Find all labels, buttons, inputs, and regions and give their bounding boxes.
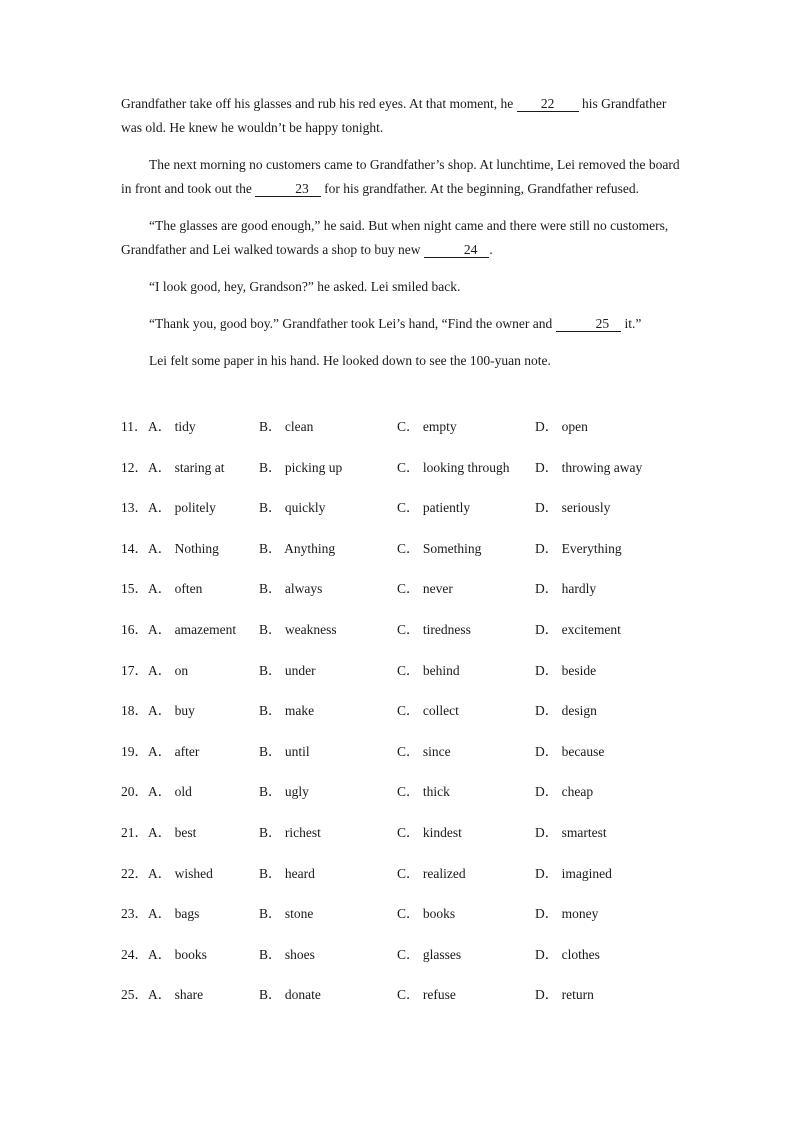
option-b: B． weakness (259, 621, 337, 637)
option-d: D． clothes (535, 946, 600, 962)
question-number: 12． (121, 459, 148, 475)
question-number: 25． (121, 987, 148, 1003)
option-c: C． behind (397, 662, 460, 678)
option-b: B． until (259, 743, 310, 759)
question-number: 24． (121, 946, 148, 962)
question-number: 17． (121, 662, 148, 678)
option-c: C． looking through (397, 459, 510, 475)
option-c: C． empty (397, 419, 457, 434)
question-number: 18． (121, 703, 148, 719)
answer-blank: 22 (517, 96, 579, 112)
question-row (121, 497, 721, 538)
option-a: A． wished (148, 865, 213, 881)
question-number: 23． (121, 906, 148, 922)
question-row (121, 578, 721, 619)
option-d: D． Everything (535, 540, 622, 556)
answer-blank: 23 (255, 181, 321, 197)
option-c: C． refuse (397, 987, 456, 1003)
question-row (121, 863, 721, 904)
question-row (121, 619, 721, 660)
option-d: D． seriously (535, 500, 611, 516)
option-d: D． excitement (535, 621, 621, 637)
question-number: 20． (121, 784, 148, 800)
option-a: A． staring at (148, 459, 225, 475)
question-row (121, 700, 721, 741)
option-a: A． tidy (148, 419, 196, 434)
option-c: C． patiently (397, 500, 471, 516)
option-b: B． picking up (259, 459, 343, 475)
option-b: B． stone (259, 906, 314, 922)
option-d: D． design (535, 703, 597, 719)
option-a: A． politely (148, 500, 216, 516)
question-row (121, 903, 721, 944)
option-a: A． often (148, 581, 203, 597)
option-c: C． never (397, 581, 453, 597)
option-c: C． kindest (397, 824, 462, 840)
question-number: 14． (121, 540, 148, 556)
question-number: 13． (121, 500, 148, 516)
option-c: C． collect (397, 703, 459, 719)
option-d: D． open (535, 419, 588, 434)
option-b: B． under (259, 662, 316, 678)
option-b: B． shoes (259, 946, 315, 962)
question-number: 15． (121, 581, 148, 597)
paragraph-text: it.” (621, 316, 642, 331)
paragraph-text: his Grandfather was old. He knew he wouldn’t be happy tonight. (121, 96, 667, 135)
paragraph-2 (121, 153, 681, 201)
option-a: A． share (148, 987, 204, 1003)
option-b: B． quickly (259, 500, 326, 516)
option-b: B． donate (259, 987, 321, 1003)
option-d: D． imagined (535, 865, 612, 881)
option-d: D． beside (535, 662, 597, 678)
paragraph-text: “I look good, hey, Grandson?” he asked. Lei smiled back. (149, 279, 461, 294)
paragraph-4 (121, 275, 681, 299)
question-number: 19． (121, 743, 148, 759)
option-b: B． make (259, 703, 315, 719)
option-c: C． since (397, 743, 451, 759)
paragraph-6 (121, 349, 681, 373)
option-b: B． heard (259, 865, 315, 881)
option-b: B． ugly (259, 784, 309, 800)
question-number: 11． (121, 419, 148, 434)
paragraph-text: “Thank you, good boy.” Grandfather took Lei’s hand, “Find the owner and (149, 316, 556, 331)
option-c: C． books (397, 906, 456, 922)
paragraph-text: Grandfather take off his glasses and rub his red eyes. At that moment, he (121, 96, 517, 111)
option-d: D． cheap (535, 784, 594, 800)
option-a: A． Nothing (148, 540, 219, 556)
option-d: D． because (535, 743, 605, 759)
question-row (121, 781, 721, 822)
paragraph-text: The next morning no customers came to Grandfather’s shop. At lunchtime, Lei removed the board in front and took out the (121, 157, 680, 196)
paragraph-text: for his grandfather. At the beginning, Grandfather refused. (320, 181, 640, 196)
option-b: B． always (259, 581, 323, 597)
option-a: A． on (148, 662, 189, 678)
question-row (121, 944, 721, 985)
answer-blank: 24 (424, 242, 490, 258)
option-a: A． buy (148, 703, 195, 719)
option-b: B． clean (259, 419, 314, 434)
option-c: C． thick (397, 784, 450, 800)
answer-blank: 25 (556, 316, 622, 332)
question-number: 16． (121, 621, 148, 637)
paragraph-1 (121, 92, 681, 140)
option-c: C． tiredness (397, 621, 471, 637)
paragraph-text: “The glasses are good enough,” he said. But when night came and there were still no customers, Grandfather and Lei walked towards a shop to buy new (121, 218, 669, 257)
paragraph-text: . (489, 242, 493, 257)
paragraph-5 (121, 312, 681, 336)
option-c: C． realized (397, 865, 466, 881)
question-row (121, 741, 721, 782)
option-a: A． after (148, 743, 200, 759)
option-c: C． glasses (397, 946, 462, 962)
option-d: D． money (535, 906, 599, 922)
question-row (121, 457, 721, 498)
question-number: 22． (121, 865, 148, 881)
question-row (121, 416, 721, 457)
option-a: A． bags (148, 906, 200, 922)
option-d: D． hardly (535, 581, 597, 597)
question-list (121, 416, 721, 1025)
paragraph-3 (121, 214, 681, 262)
option-a: A． books (148, 946, 207, 962)
option-a: A． best (148, 824, 197, 840)
option-a: A． amazement (148, 621, 237, 637)
option-b: B． Anything (259, 540, 336, 556)
option-c: C． Something (397, 540, 482, 556)
option-d: D． smartest (535, 824, 607, 840)
question-row (121, 538, 721, 579)
option-a: A． old (148, 784, 192, 800)
option-d: D． throwing away (535, 459, 643, 475)
question-row (121, 984, 721, 1025)
passage (121, 92, 681, 386)
paragraph-text: Lei felt some paper in his hand. He looked down to see the 100-yuan note. (149, 353, 551, 368)
question-row (121, 822, 721, 863)
question-number: 21． (121, 824, 148, 840)
question-row (121, 660, 721, 701)
option-d: D． return (535, 987, 594, 1003)
option-b: B． richest (259, 824, 321, 840)
